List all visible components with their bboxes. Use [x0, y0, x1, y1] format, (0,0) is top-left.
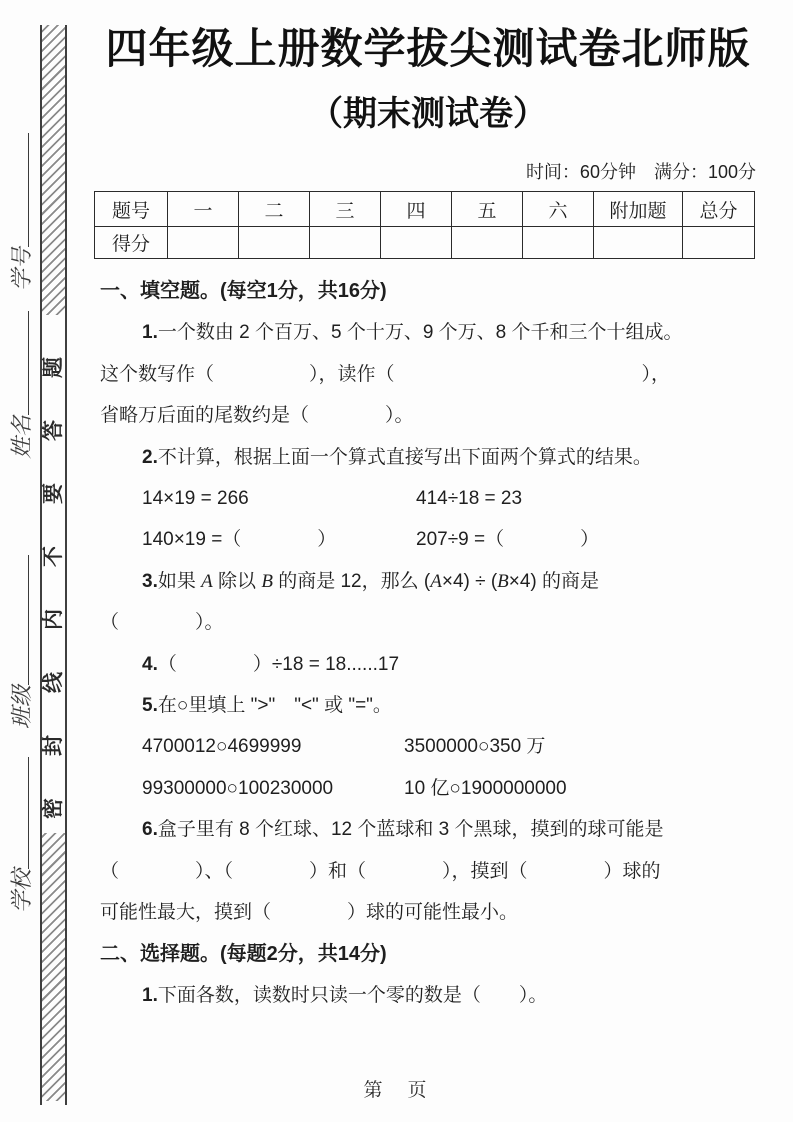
- question-text: 除以: [212, 570, 262, 592]
- field-school-label: 学校: [8, 868, 34, 913]
- question-3-line-2: （ ）。: [100, 612, 224, 634]
- field-name-label: 姓名: [8, 414, 34, 459]
- question-2-line-1: [100, 437, 756, 478]
- hatch-pattern-bottom: [42, 833, 65, 1101]
- header-cell: 六: [523, 192, 594, 227]
- question-3-line-1: [100, 561, 756, 602]
- section-2-title: 二、选择题。(每题2分，共14分): [100, 942, 387, 965]
- variable-B: B: [497, 570, 509, 592]
- question-1-line-2: 这个数写作（ ），读作（ ），: [100, 363, 671, 385]
- field-class: [5, 555, 36, 729]
- score-table: [94, 191, 755, 259]
- question-number: 1.: [142, 984, 158, 1006]
- field-class-label: 班级: [8, 684, 34, 729]
- question-text: （ ）÷18 = 18......17: [157, 653, 400, 675]
- question-2-equations-row-2: [100, 519, 756, 560]
- score-cell: [239, 227, 310, 259]
- score-cell: [168, 227, 239, 259]
- score-table-score-row: [95, 227, 755, 259]
- field-student-number: [5, 133, 36, 291]
- question-6-line-3: 可能性最大，摸到（ ）球的可能性最小。: [100, 902, 519, 924]
- equation: 140×19 =（ ）: [142, 529, 337, 551]
- question-number: 3.: [142, 570, 158, 592]
- field-class-blank-line: [28, 555, 29, 685]
- score-cell: [594, 227, 683, 259]
- score-cell: [310, 227, 381, 259]
- question-number: 5.: [142, 695, 158, 717]
- comparison: 99300000○100230000: [142, 777, 334, 799]
- equation: 14×19 = 266: [142, 488, 249, 510]
- question-text: ×4) 的商是: [508, 570, 600, 592]
- question-1-line-1: [100, 312, 756, 353]
- variable-A: A: [201, 570, 213, 592]
- header-cell: 总分: [683, 192, 755, 227]
- comparison: 4700012○4699999: [142, 736, 302, 758]
- question-5-line-1: [100, 685, 756, 726]
- variable-A: A: [430, 570, 442, 592]
- header-cell: 题号: [95, 192, 168, 227]
- score-label-cell: 得分: [95, 227, 168, 259]
- comparison: 10 亿○1900000000: [404, 777, 567, 799]
- header-cell: 一: [168, 192, 239, 227]
- score-cell: [452, 227, 523, 259]
- score-cell: [523, 227, 594, 259]
- score-table-header-row: [95, 192, 755, 227]
- question-number: 4.: [142, 653, 158, 675]
- field-name-blank-line: [28, 311, 29, 415]
- page-number: 第 页: [363, 1080, 430, 1101]
- page-title: 四年级上册数学拔尖测试卷北师版: [105, 25, 751, 72]
- question-6-line-2: （ ）、（ ）和（ ），摸到（ ）球的: [100, 860, 661, 882]
- paper-content: [100, 24, 756, 1016]
- question-4-line: [100, 644, 756, 685]
- seal-band-inner: [42, 25, 65, 1101]
- question-1-line-3: 省略万后面的尾数约是（ ）。: [100, 405, 414, 427]
- question-2-equations-row-1: [100, 478, 756, 519]
- field-school-blank-line: [28, 757, 29, 869]
- equation: 414÷18 = 23: [416, 488, 523, 510]
- score-cell: [683, 227, 755, 259]
- question-number: 2.: [142, 446, 158, 468]
- exam-meta: 时间：60分钟 满分：100分: [525, 162, 756, 182]
- question-6-line-1: [100, 809, 756, 850]
- question-number: 1.: [142, 322, 158, 344]
- score-cell: [381, 227, 452, 259]
- equation: 207÷9 =（ ）: [416, 529, 600, 551]
- question-5-comparisons-row-2: [100, 768, 756, 809]
- field-school: [5, 757, 36, 913]
- section-1-title: 一、填空题。(每空1分，共16分): [100, 280, 387, 302]
- question-text: 在○里填上 ">" "<" 或 "="。: [157, 695, 392, 717]
- header-cell: 四: [381, 192, 452, 227]
- field-name: [5, 311, 36, 459]
- field-student-number-label: 学号: [8, 246, 34, 291]
- header-cell: 附加题: [594, 192, 683, 227]
- question-text: ×4) ÷ (: [441, 570, 498, 592]
- seal-warning-text: 密封线内不要答题: [42, 315, 65, 819]
- question-text: 的商是 12，那么 (: [272, 570, 431, 592]
- seal-student-info-strip: [0, 25, 40, 1105]
- comparison: 3500000○350 万: [404, 736, 546, 758]
- seal-band: [40, 25, 67, 1105]
- variable-B: B: [261, 570, 273, 592]
- header-cell: 三: [310, 192, 381, 227]
- page-subtitle: （期末测试卷）: [309, 95, 547, 133]
- question-text: 不计算，根据上面一个算式直接写出下面两个算式的结果。: [157, 446, 652, 468]
- question-5-comparisons-row-1: [100, 726, 756, 767]
- question-text: 一个数由 2 个百万、5 个十万、9 个万、8 个千和三个十组成。: [157, 322, 683, 344]
- hatch-pattern-top: [42, 25, 65, 315]
- question-text: 如果: [157, 570, 202, 592]
- question-number: 6.: [142, 819, 158, 841]
- header-cell: 二: [239, 192, 310, 227]
- field-student-number-blank-line: [28, 133, 29, 247]
- question-text: 盒子里有 8 个红球、12 个蓝球和 3 个黑球，摸到的球可能是: [157, 819, 664, 841]
- question-text: 下面各数，读数时只读一个零的数是（ ）。: [157, 984, 548, 1006]
- questions-body: [100, 271, 756, 1016]
- header-cell: 五: [452, 192, 523, 227]
- section-2-question-1: [100, 975, 756, 1016]
